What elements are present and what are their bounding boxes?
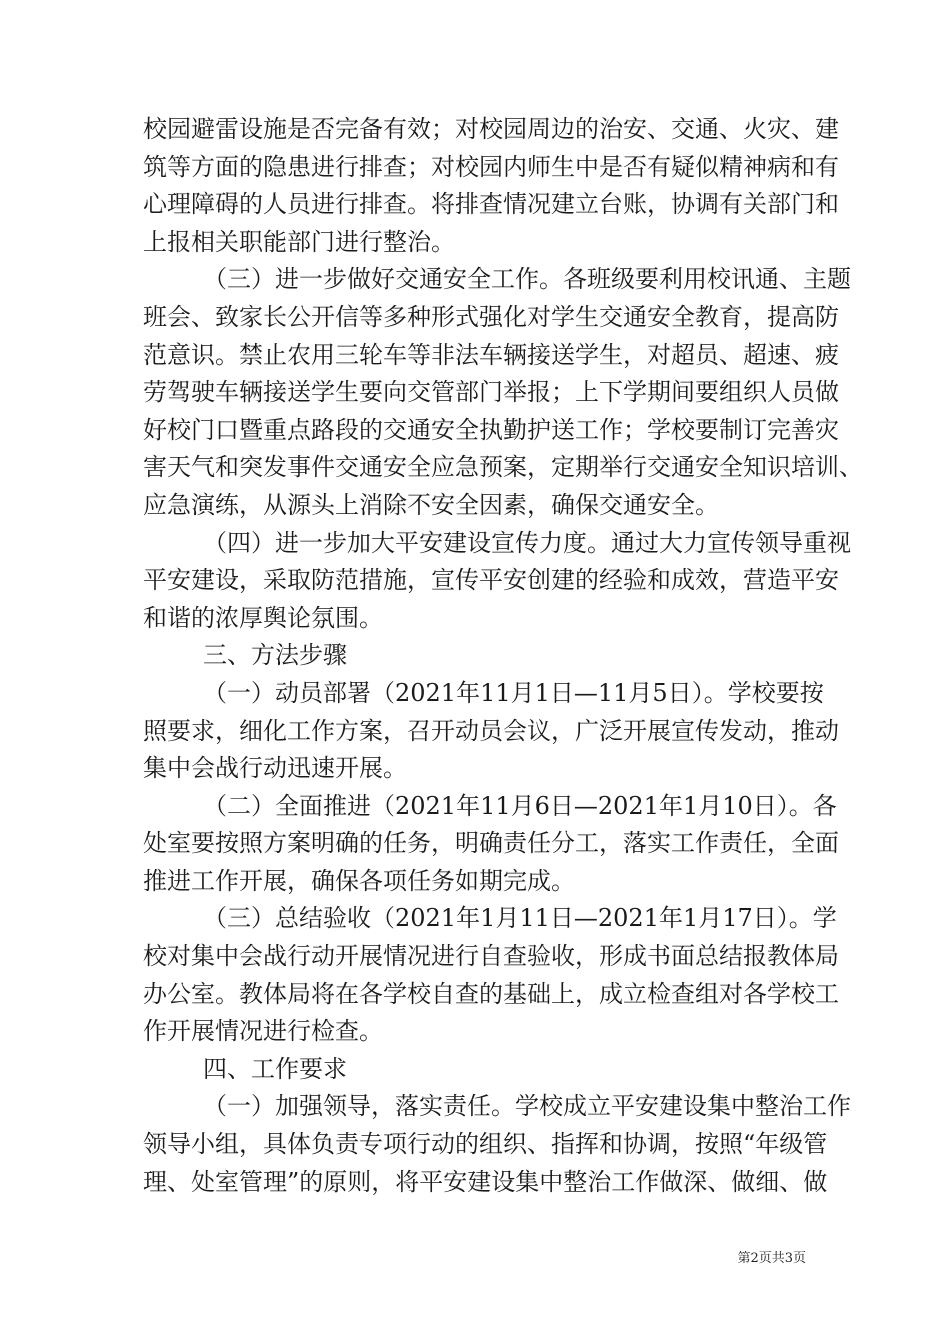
text-line: 班会、致家长公开信等多种形式强化对学生交通安全教育，提高防 (143, 302, 839, 331)
text-line: 校园避雷设施是否完备有效；对校园周边的治安、交通、火灾、建 (143, 115, 839, 143)
text-line: 理、处室管理”的原则，将平安建设集中整治工作做深、做细、做 (143, 1167, 828, 1196)
text-line: 平安建设，采取防范措施，宣传平安创建的经验和成效，营造平安 (143, 566, 839, 595)
text-line: 领导小组，具体负责专项行动的组织、指挥和协调，按照“年级管 (143, 1130, 828, 1159)
paragraph (143, 637, 806, 675)
text-line: 处室要按照方案明确的任务，明确责任分工，落实工作责任，全面 (143, 829, 839, 858)
text-line: （一）动员部署（2021年11月1日—11月5日）。学校要按 (203, 678, 824, 707)
document-body (143, 111, 863, 1201)
text-line: 和谐的浓厚舆论氛围。 (143, 603, 383, 632)
text-line: 害天气和突发事件交通安全应急预案，定期举行交通安全知识培训、 (143, 453, 863, 482)
text-line: 心理障碍的人员进行排查。将排查情况建立台账，协调有关部门和 (143, 190, 839, 219)
paragraph (143, 261, 863, 524)
text-line: 上报相关职能部门进行整治。 (143, 227, 455, 256)
paragraph (143, 900, 839, 1050)
text-line: 筑等方面的隐患进行排查；对校园内师生中是否有疑似精神病和有 (143, 152, 839, 181)
text-line: 劳驾驶车辆接送学生要向交管部门举报；上下学期间要组织人员做 (143, 378, 839, 407)
text-line: （三）进一步做好交通安全工作。各班级要利用校讯通、主题 (203, 265, 851, 294)
text-line: （三）总结验收（2021年1月11日—2021年1月17日）。学 (203, 904, 837, 933)
page-number: 第2页共3页 (737, 1251, 806, 1266)
paragraph (143, 1051, 806, 1089)
text-line: 三、方法步骤 (203, 641, 347, 670)
text-line: 范意识。禁止农用三轮车等非法车辆接送学生，对超员、超速、疲 (143, 340, 839, 369)
text-line: （二）全面推进（2021年11月6日—2021年1月10日）。各 (203, 791, 837, 820)
text-line: （四）进一步加大平安建设宣传力度。通过大力宣传领导重视 (203, 528, 851, 557)
paragraph (143, 675, 839, 788)
text-line: 照要求，细化工作方案，召开动员会议，广泛开展宣传发动，推动 (143, 716, 839, 745)
paragraph (143, 788, 839, 901)
paragraph (143, 1088, 851, 1201)
text-line: （一）加强领导，落实责任。学校成立平安建设集中整治工作 (203, 1092, 851, 1121)
text-line: 作开展情况进行检查。 (143, 1017, 383, 1046)
text-line: 好校门口暨重点路段的交通安全执勤护送工作；学校要制订完善灾 (143, 415, 839, 444)
paragraph (143, 525, 851, 638)
paragraph (143, 111, 839, 261)
text-line: 校对集中会战行动开展情况进行自查验收，形成书面总结报教体局 (143, 942, 839, 971)
text-line: 集中会战行动迅速开展。 (143, 754, 407, 783)
text-line: 四、工作要求 (203, 1054, 347, 1083)
text-line: 办公室。教体局将在各学校自查的基础上，成立检查组对各学校工 (143, 979, 839, 1008)
text-line: 应急演练，从源头上消除不安全因素，确保交通安全。 (143, 490, 719, 519)
text-line: 推进工作开展，确保各项任务如期完成。 (143, 866, 575, 895)
